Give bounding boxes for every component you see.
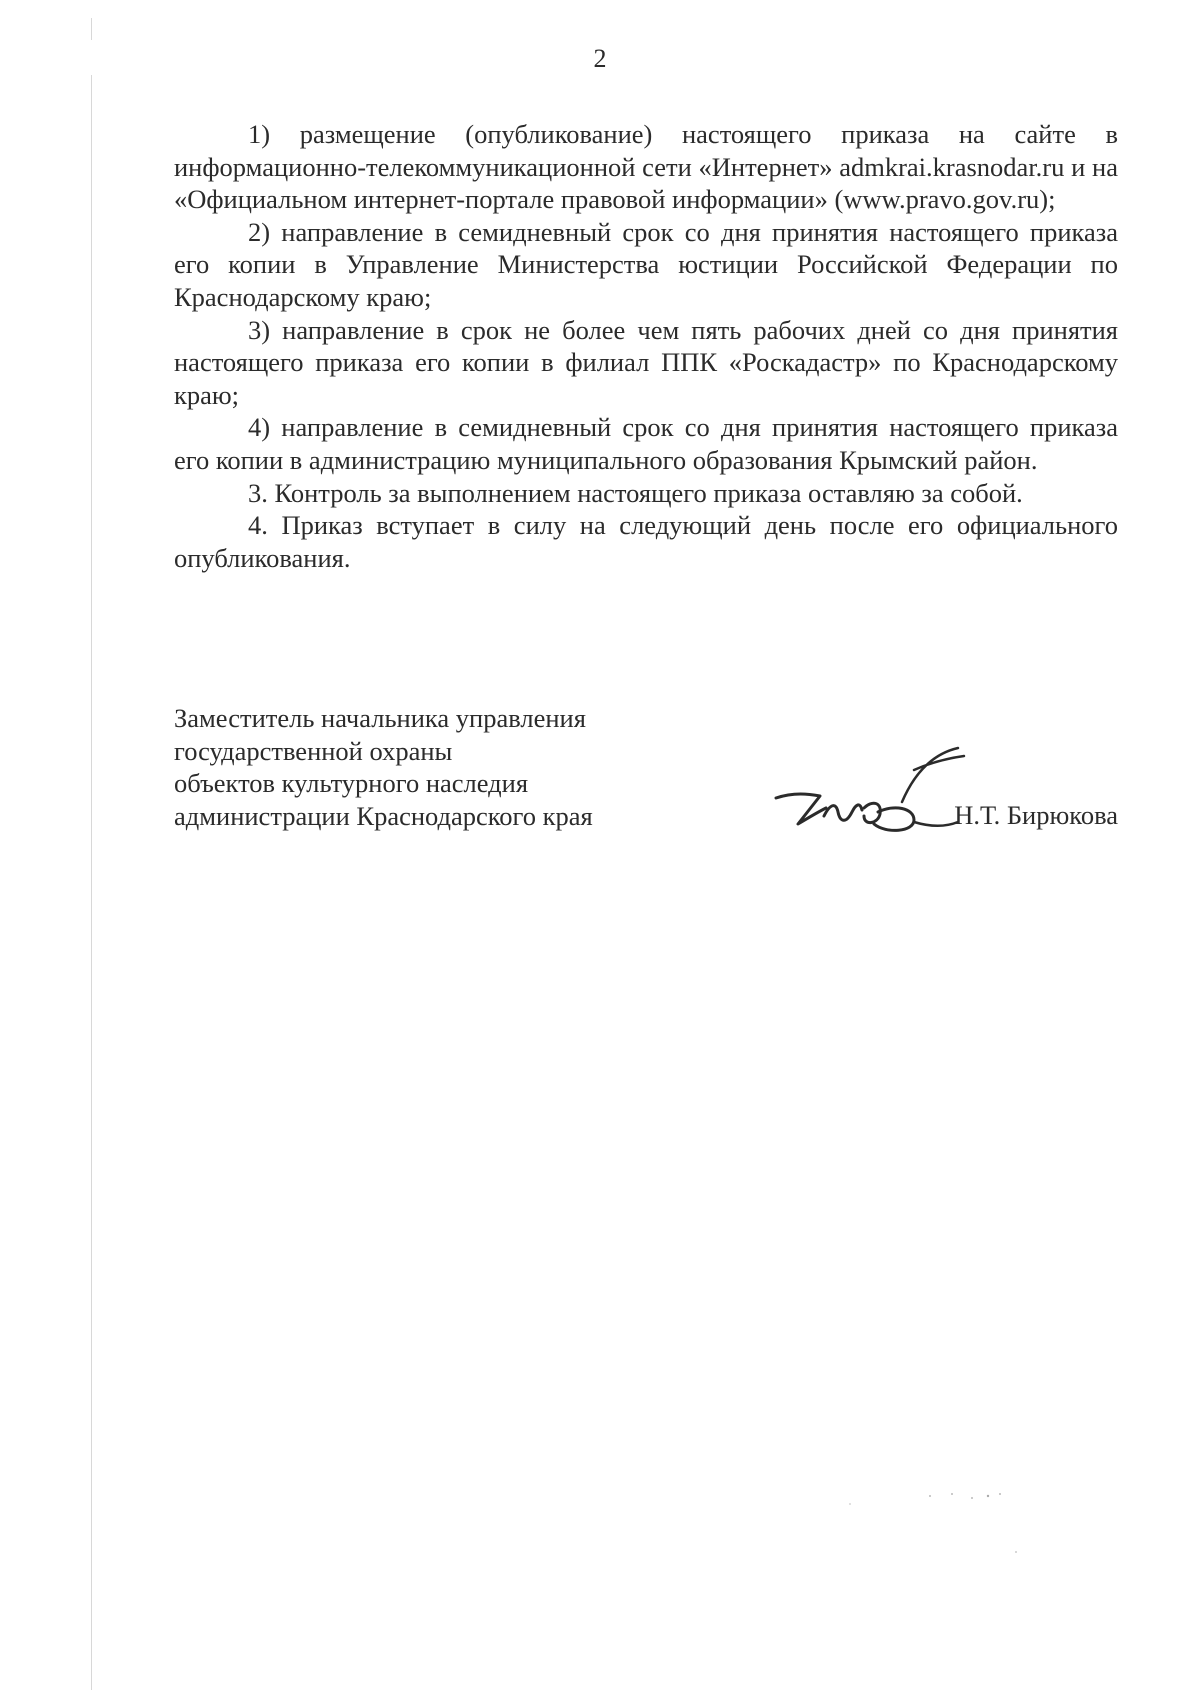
scan-artifact-specks (830, 1490, 1030, 1580)
paragraph-item-2: 2) направление в семидневный срок со дня принятия настоящего приказа его копии в Управление Министерства юстиции Российской Федерации по Краснодарскому краю; (174, 216, 1118, 312)
paragraph-effective-date: 4. Приказ вступает в силу на следующий день после его официального опубликования. (174, 510, 1118, 573)
handwritten-signature (764, 742, 974, 842)
position-line-1: Заместитель начальника управления (174, 703, 586, 733)
document-body (174, 118, 1118, 574)
signer-name: Н.Т. Бирюкова (954, 800, 1118, 830)
position-line-2: государственной охраны (174, 735, 453, 766)
position-line-4: администрации Краснодарского края (174, 800, 593, 831)
scan-edge-line-top (91, 18, 92, 40)
position-line-3: объектов культурного наследия (174, 768, 529, 799)
scan-edge-line (91, 75, 92, 1690)
signer-position-title (174, 702, 593, 832)
paragraph-item-1: 1) размещение (опубликование) настоящего приказа на сайте в информационно-телекоммуникационной сети «Интернет» admkrai.krasnodar.ru и на «Официальном интернет-портале правовой информации» (www.pravo.gov.ru); (174, 119, 1118, 215)
page-number: 2 (593, 44, 607, 73)
paragraph-control: 3. Контроль за выполнением настоящего приказа оставляю за собой. (248, 477, 1023, 508)
paragraph-item-3: 3) направление в срок не более чем пять рабочих дней со дня принятия настоящего приказа его копии в филиал ППК «Роскадастр» по Краснодарскому краю; (174, 314, 1118, 410)
signature-block (174, 702, 1118, 842)
paragraph-item-4: 4) направление в семидневный срок со дня принятия настоящего приказа его копии в администрацию муниципального образования Крымский район. (174, 412, 1118, 475)
